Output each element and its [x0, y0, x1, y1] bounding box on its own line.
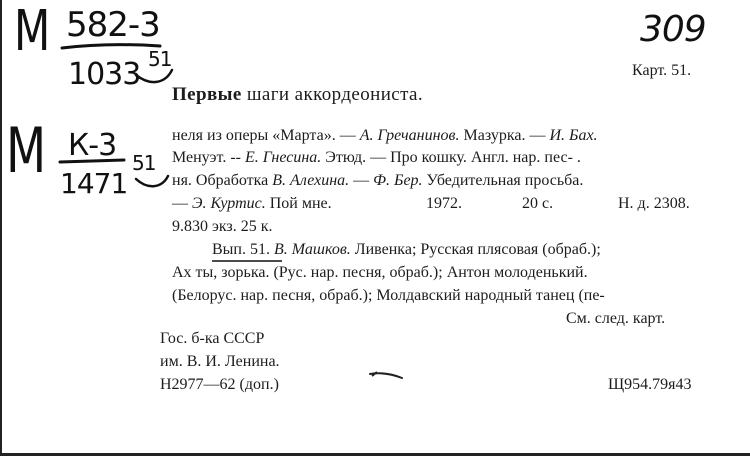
handwritten-shelf-bottom: К-3: [68, 128, 117, 163]
title-rest: шаги аккордеониста.: [241, 84, 424, 105]
body-line-2: Менуэт. -- Е. Гнесина. Этюд. — Про кошку. Англ. нар. пес- .: [172, 149, 581, 166]
body-line-1: неля из оперы «Марта». — А. Гречанинов. Мазурка. — И. Бах.: [172, 127, 598, 144]
handwritten-mark-bottom: 51: [132, 151, 156, 175]
body-line-3: ня. Обработка В. Алехина. — Ф. Бер. Убедительная просьба.: [172, 172, 584, 189]
handwritten-mark-top: 51: [148, 47, 172, 71]
library-line-2: им. В. И. Ленина.: [160, 353, 280, 370]
handwritten-card-number: 309: [640, 9, 706, 50]
see-next-card: См. след. карт.: [566, 310, 666, 327]
classification-code: Щ954.79я43: [608, 376, 692, 393]
title-bold: Первые: [172, 84, 242, 105]
body-line-5: 9.830 экз. 25 к.: [172, 218, 273, 235]
handwritten-inv-top: 1033: [68, 57, 141, 92]
body-line-6: Вып. 51. В. Машков. Ливенка; Русская плясовая (обраб.);: [212, 241, 601, 258]
body-line-4: — Э. Куртис. Пой мне. 1972. 20 с. Н. д. 2308.: [172, 195, 690, 212]
body-line-8: (Белорус. нар. песня, обраб.); Молдавский народный танец (пе-: [172, 287, 605, 304]
handwritten-shelf-top: 582-3: [66, 5, 160, 45]
handwritten-m-bottom: М: [6, 114, 46, 187]
handwritten-inv-bottom: 1471: [60, 167, 128, 200]
card-label: Карт. 51.: [632, 62, 692, 79]
issue-label: Вып. 51.: [212, 241, 270, 258]
title: [172, 84, 423, 106]
library-line-3: Н2977—62 (доп.): [160, 376, 279, 393]
body-line-7: Ах ты, зорька. (Рус. нар. песня, обраб.); Антон молоденький.: [172, 264, 588, 281]
handwritten-m-top: М: [14, 0, 50, 64]
library-line-1: Гос. б-ка СССР: [160, 330, 265, 347]
